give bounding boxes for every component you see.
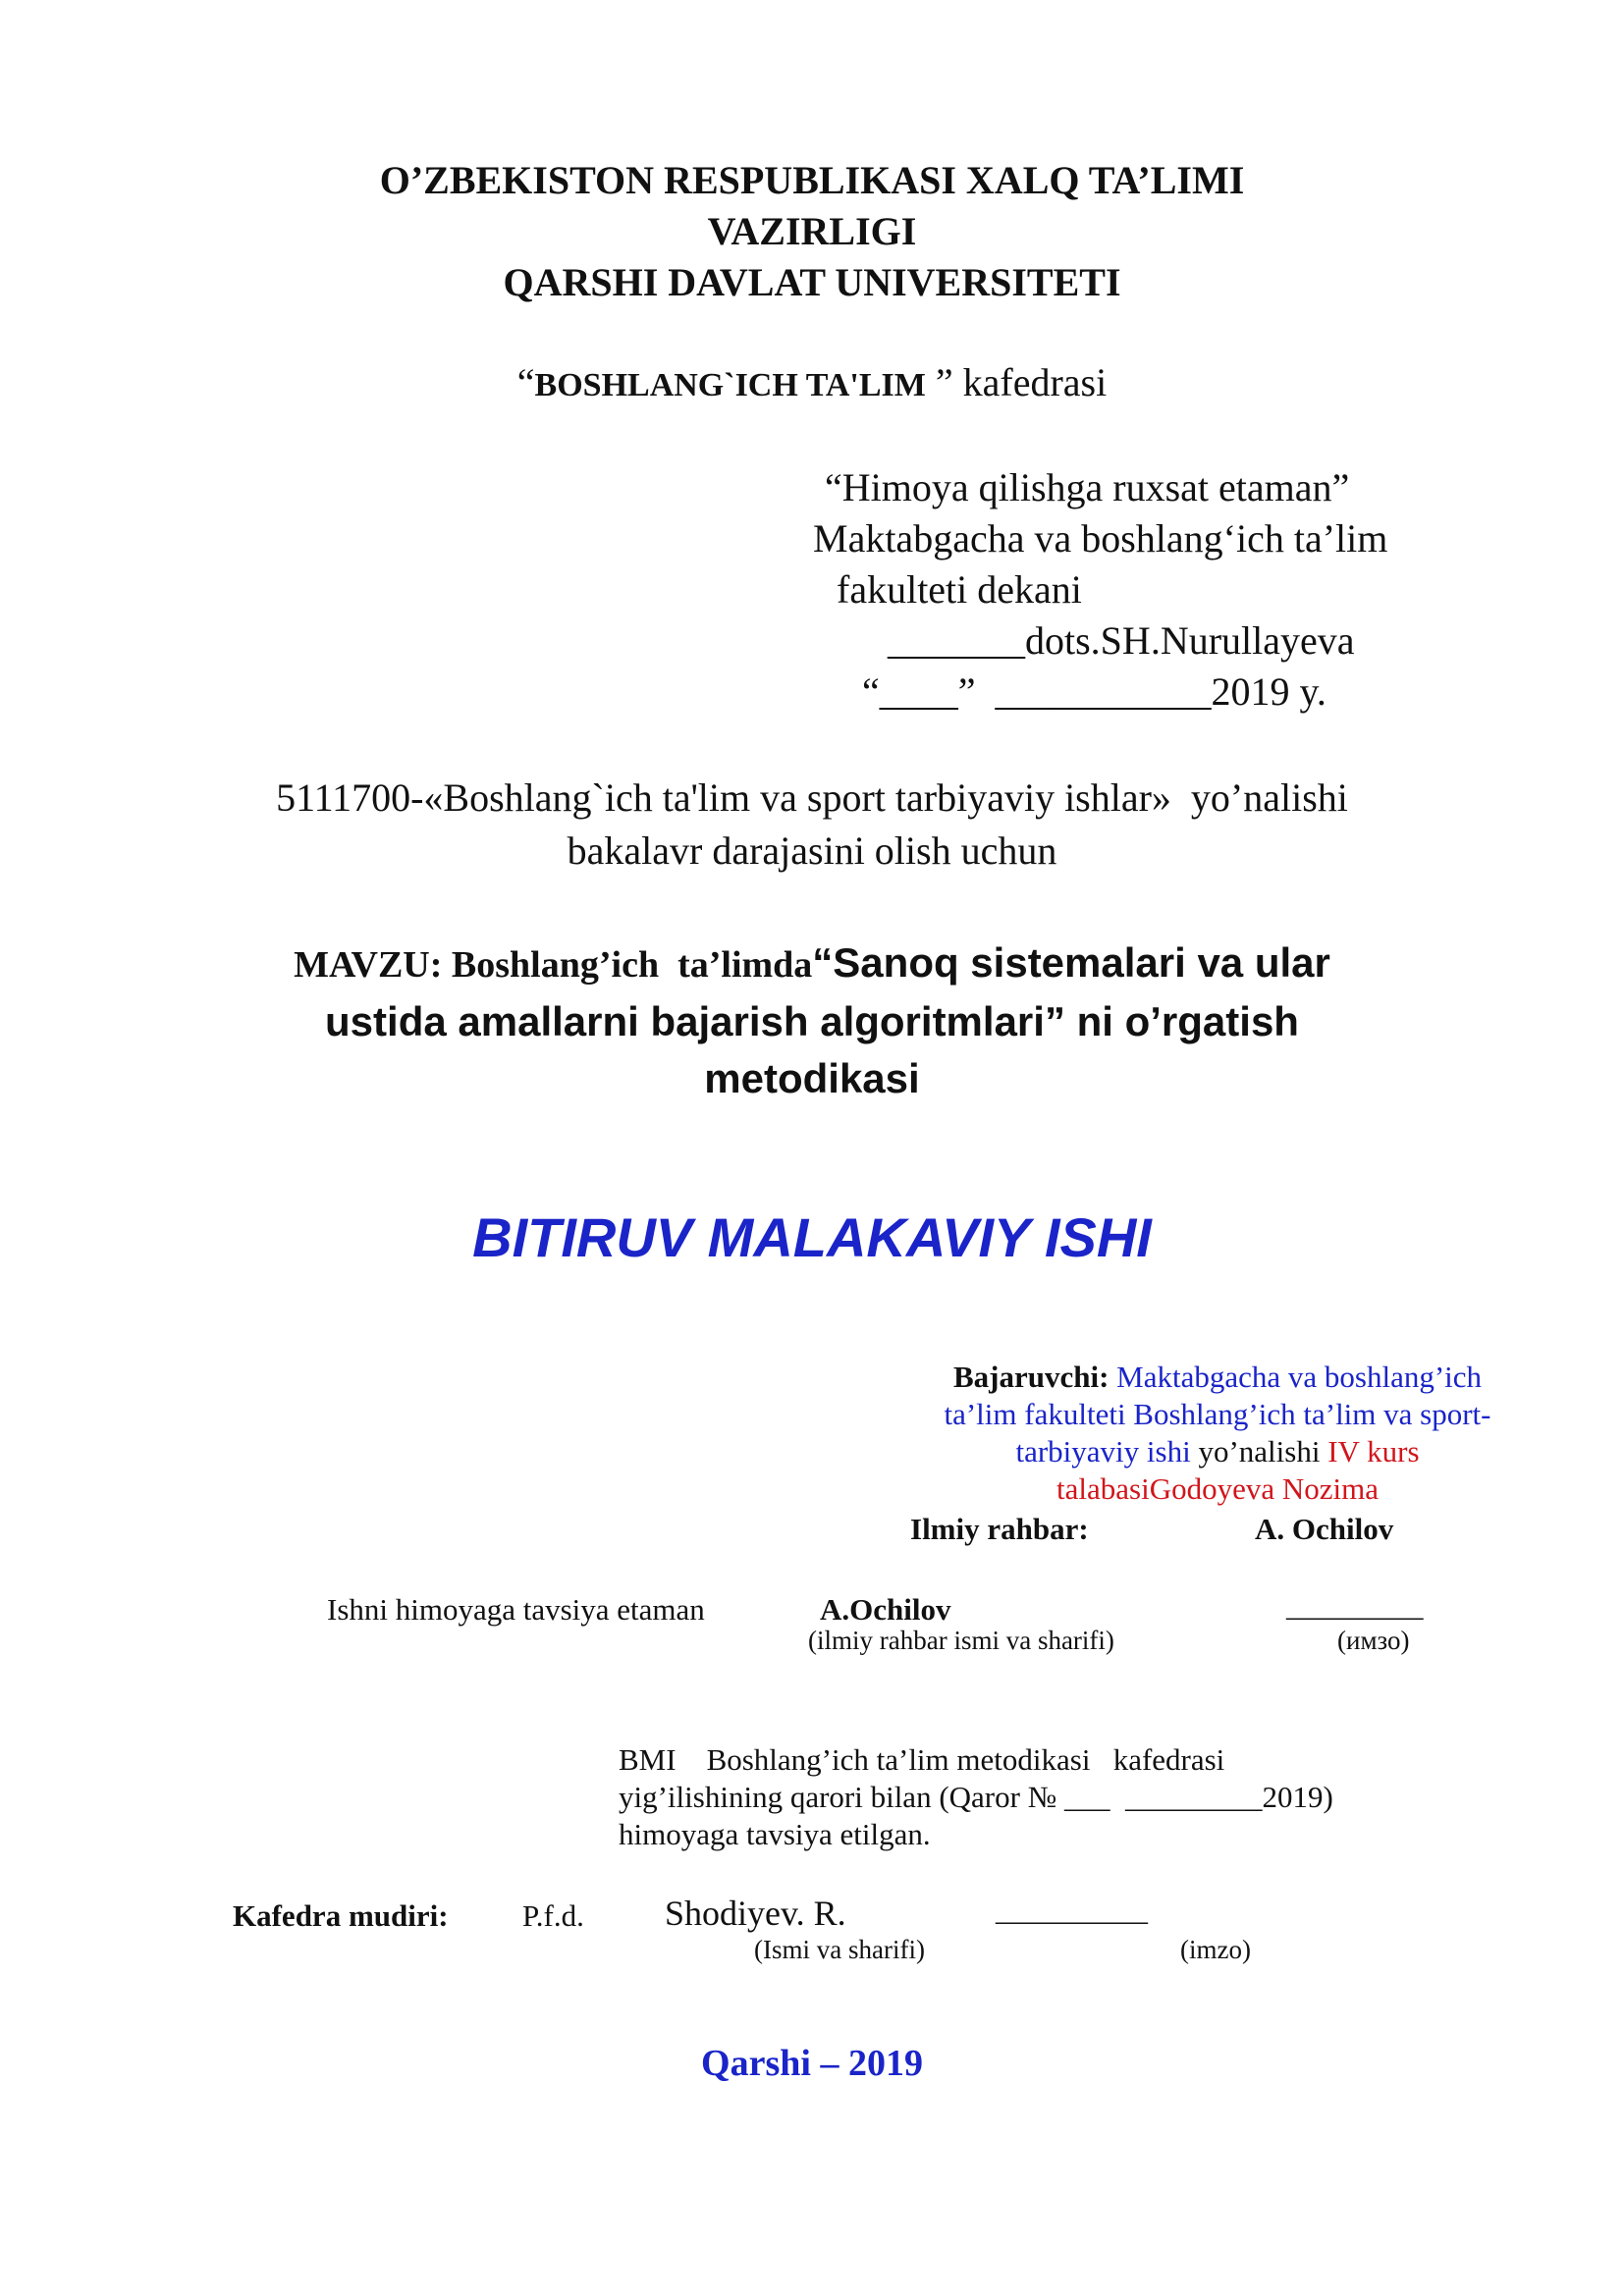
program-block	[0, 772, 1624, 878]
ministry-line-1: O’ZBEKISTON RESPUBLIKASI XALQ TA’LIMI	[379, 158, 1245, 202]
performer-line-1	[864, 1359, 1571, 1396]
recommend-sign-line: _________	[1286, 1588, 1424, 1623]
recommend-text: Ishni himoyaga tavsiya etaman	[327, 1592, 705, 1627]
decision-line-3: himoyaga tavsiya etilgan.	[619, 1817, 931, 1851]
decision-line-2: yig’ilishining qarori bilan (Qaror № ___ _________2019)	[619, 1780, 1333, 1814]
department-line	[0, 357, 1624, 411]
topic-prefix: MAVZU: Boshlang’ich ta’limda	[294, 944, 813, 986]
topic-line-3: metodikasi	[704, 1055, 920, 1101]
topic-block	[0, 934, 1624, 1107]
department-name: BOSHLANG`ICH TA'LIM	[534, 367, 926, 403]
recommend-name-caption: (ilmiy rahbar ismi va sharifi)	[808, 1626, 1114, 1655]
university-name: QARSHI DAVLAT UNIVERSITETI	[503, 260, 1121, 304]
dean-signature-line: _______dots.SH.Nurullayeva	[888, 618, 1355, 663]
department-suffix: ” kafedrasi	[925, 360, 1108, 404]
performer-text-1: Maktabgacha va boshlang’ich	[1109, 1360, 1483, 1394]
approval-date-line: “____” ___________2019 y.	[862, 669, 1326, 714]
approval-line-2: Maktabgacha va boshlang‘ich ta’lim	[813, 516, 1388, 561]
performer-line-2: ta’lim fakulteti Boshlang’ich ta’lim va sport-	[944, 1397, 1491, 1431]
head-degree: P.f.d.	[522, 1898, 584, 1933]
head-sign-caption: (imzo)	[1180, 1935, 1251, 1964]
ministry-line-2: VAZIRLIGI	[707, 209, 917, 253]
program-line-1: 5111700-«Boshlang`ich ta'lim va sport tarbiyaviy ishlar» yo’nalishi	[276, 775, 1348, 820]
department-open-quote: “	[516, 360, 535, 404]
performer-block	[864, 1359, 1571, 1508]
ministry-header	[0, 155, 1624, 308]
supervisor-label: Ilmiy rahbar:	[910, 1512, 1089, 1546]
decision-block	[619, 1741, 1333, 1853]
recommend-sign-caption: (имзо)	[1337, 1626, 1410, 1655]
performer-direction: tarbiyaviy ishi	[1015, 1434, 1191, 1468]
performer-label: Bajaruvchi:	[952, 1360, 1110, 1394]
supervisor-name: A. Ochilov	[1255, 1512, 1394, 1546]
performer-line-3	[864, 1433, 1571, 1470]
approval-line-3: fakulteti dekani	[837, 567, 1082, 612]
program-line-2: bakalavr darajasini olish uchun	[567, 828, 1057, 873]
approval-line-1: “Himoya qilishga ruxsat etaman”	[825, 465, 1350, 509]
topic-line-2: ustida amallarni bajarish algoritmlari” ni o’rgatish	[325, 998, 1299, 1044]
approval-block	[785, 462, 1532, 718]
head-name: Shodiyev. R.	[665, 1894, 846, 1933]
footer-place-year: Qarshi – 2019	[701, 2043, 923, 2084]
topic-title-start: “Sanoq sistemalari va ular	[812, 939, 1330, 986]
performer-direction-word: yo’nalishi	[1190, 1434, 1328, 1468]
topic-line-1	[0, 934, 1624, 993]
performer-student: talabasiGodoyeva Nozima	[1056, 1471, 1379, 1506]
decision-line-1: BMI Boshlang’ich ta’lim metodikasi kafedrasi	[619, 1742, 1225, 1777]
head-label: Kafedra mudiri:	[233, 1898, 449, 1933]
work-title: BITIRUV MALAKAVIY ISHI	[472, 1206, 1152, 1268]
recommend-name: A.Ochilov	[820, 1592, 951, 1627]
head-sign-line: __________	[996, 1893, 1148, 1927]
performer-course: IV kurs	[1327, 1434, 1420, 1468]
head-name-caption: (Ismi va sharifi)	[754, 1935, 925, 1964]
